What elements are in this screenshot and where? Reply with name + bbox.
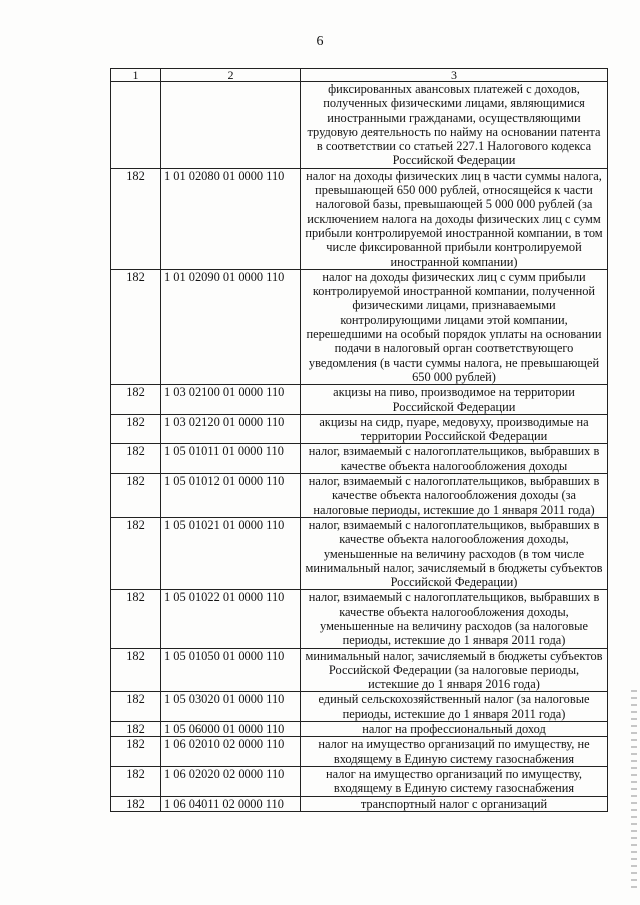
table-row <box>111 648 608 692</box>
admin-code-cell: 182 <box>111 517 161 589</box>
table-header-row <box>111 69 608 82</box>
admin-code-cell: 182 <box>111 590 161 648</box>
table-row <box>111 444 608 474</box>
admin-code-cell: 182 <box>111 385 161 415</box>
revenue-description-cell: налог, взимаемый с налогоплательщиков, выбравших в качестве объекта налогообложения доходы (за налоговые периоды, истекшие до 1 января 2011 года) <box>301 474 608 518</box>
revenue-description-cell: единый сельскохозяйственный налог (за налоговые периоды, истекшие до 1 января 2011 года) <box>301 692 608 722</box>
revenue-description-cell: налог на доходы физических лиц с сумм прибыли контролируемой иностранной компании, полученной физическими лицами, признаваемыми контролирующими лицами этой компании, перешедшими на особый порядок уплаты на основании подачи в налоговый орган соответствующего уведомления (в части суммы налога, не превышающей 650 000 рублей) <box>301 269 608 384</box>
column-number-3: 3 <box>301 69 608 82</box>
budget-classification-code-cell: 1 05 01011 01 0000 110 <box>161 444 301 474</box>
table-row <box>111 692 608 722</box>
budget-classification-code-cell: 1 03 02100 01 0000 110 <box>161 385 301 415</box>
table-row <box>111 82 608 169</box>
budget-classification-code-cell: 1 05 01022 01 0000 110 <box>161 590 301 648</box>
budget-classification-code-cell: 1 06 04011 02 0000 110 <box>161 796 301 811</box>
revenue-description-cell: налог, взимаемый с налогоплательщиков, выбравших в качестве объекта налогообложения доходы <box>301 444 608 474</box>
admin-code-cell: 182 <box>111 737 161 767</box>
admin-code-cell: 182 <box>111 722 161 737</box>
column-number-2: 2 <box>161 69 301 82</box>
table-row <box>111 766 608 796</box>
revenue-description-cell: налог на профессиональный доход <box>301 722 608 737</box>
budget-classification-code-cell: 1 01 02090 01 0000 110 <box>161 269 301 384</box>
revenue-description-cell: акцизы на сидр, пуаре, медовуху, производимые на территории Российской Федерации <box>301 414 608 444</box>
budget-classification-code-cell: 1 06 02020 02 0000 110 <box>161 766 301 796</box>
table-row <box>111 722 608 737</box>
table-row <box>111 737 608 767</box>
table-row <box>111 796 608 811</box>
admin-code-cell: 182 <box>111 444 161 474</box>
column-number-1: 1 <box>111 69 161 82</box>
admin-code-cell: 182 <box>111 796 161 811</box>
budget-classification-code-cell: 1 05 01021 01 0000 110 <box>161 517 301 589</box>
revenue-description-cell: налог на имущество организаций по имуществу, не входящему в Единую систему газоснабжения <box>301 737 608 767</box>
page-number: 6 <box>316 34 324 49</box>
admin-code-cell: 182 <box>111 168 161 269</box>
revenue-description-cell: налог на доходы физических лиц в части суммы налога, превышающей 650 000 рублей, относящейся к части налоговой базы, превышающей 5 000 000 рублей (за исключением налога на доходы физических лиц с сумм прибыли контролируемой иностранной компании, в том числе фиксированной прибыли контролируемой иностранной компании) <box>301 168 608 269</box>
table-row <box>111 269 608 384</box>
revenue-description-cell: налог на имущество организаций по имуществу, входящему в Единую систему газоснабжения <box>301 766 608 796</box>
admin-code-cell: 182 <box>111 648 161 692</box>
table-row <box>111 474 608 518</box>
table-row <box>111 517 608 589</box>
budget-classification-code-cell: 1 05 01012 01 0000 110 <box>161 474 301 518</box>
budget-classification-code-cell: 1 05 03020 01 0000 110 <box>161 692 301 722</box>
table-row <box>111 414 608 444</box>
budget-classification-code-cell: 1 05 06000 01 0000 110 <box>161 722 301 737</box>
table-row <box>111 590 608 648</box>
revenue-description-cell: акцизы на пиво, производимое на территории Российской Федерации <box>301 385 608 415</box>
revenue-description-cell: фиксированных авансовых платежей с доходов, полученных физическими лицами, являющимися иностранными гражданами, осуществляющими трудовую деятельность по найму на основании патента в соответствии со статьей 227.1 Налогового кодекса Российской Федерации <box>301 82 608 169</box>
table-row <box>111 168 608 269</box>
scan-edge-mark <box>631 690 637 890</box>
admin-code-cell: 182 <box>111 414 161 444</box>
budget-classification-code-cell: 1 06 02010 02 0000 110 <box>161 737 301 767</box>
revenue-description-cell: налог, взимаемый с налогоплательщиков, выбравших в качестве объекта налогообложения доходы, уменьшенные на величину расходов (за налоговые периоды, истекшие до 1 января 2011 года) <box>301 590 608 648</box>
admin-code-cell: 182 <box>111 766 161 796</box>
admin-code-cell <box>111 82 161 169</box>
tax-revenue-codes-table <box>110 68 608 812</box>
revenue-description-cell: налог, взимаемый с налогоплательщиков, выбравших в качестве объекта налогообложения доходы, уменьшенные на величину расходов (в том числе минимальный налог, зачисляемый в бюджеты субъектов Российской Федерации) <box>301 517 608 589</box>
budget-classification-code-cell: 1 05 01050 01 0000 110 <box>161 648 301 692</box>
admin-code-cell: 182 <box>111 692 161 722</box>
admin-code-cell: 182 <box>111 269 161 384</box>
admin-code-cell: 182 <box>111 474 161 518</box>
budget-classification-code-cell: 1 03 02120 01 0000 110 <box>161 414 301 444</box>
revenue-description-cell: транспортный налог с организаций <box>301 796 608 811</box>
budget-classification-code-cell <box>161 82 301 169</box>
budget-classification-code-cell: 1 01 02080 01 0000 110 <box>161 168 301 269</box>
table-row <box>111 385 608 415</box>
revenue-description-cell: минимальный налог, зачисляемый в бюджеты субъектов Российской Федерации (за налоговые периоды, истекшие до 1 января 2016 года) <box>301 648 608 692</box>
